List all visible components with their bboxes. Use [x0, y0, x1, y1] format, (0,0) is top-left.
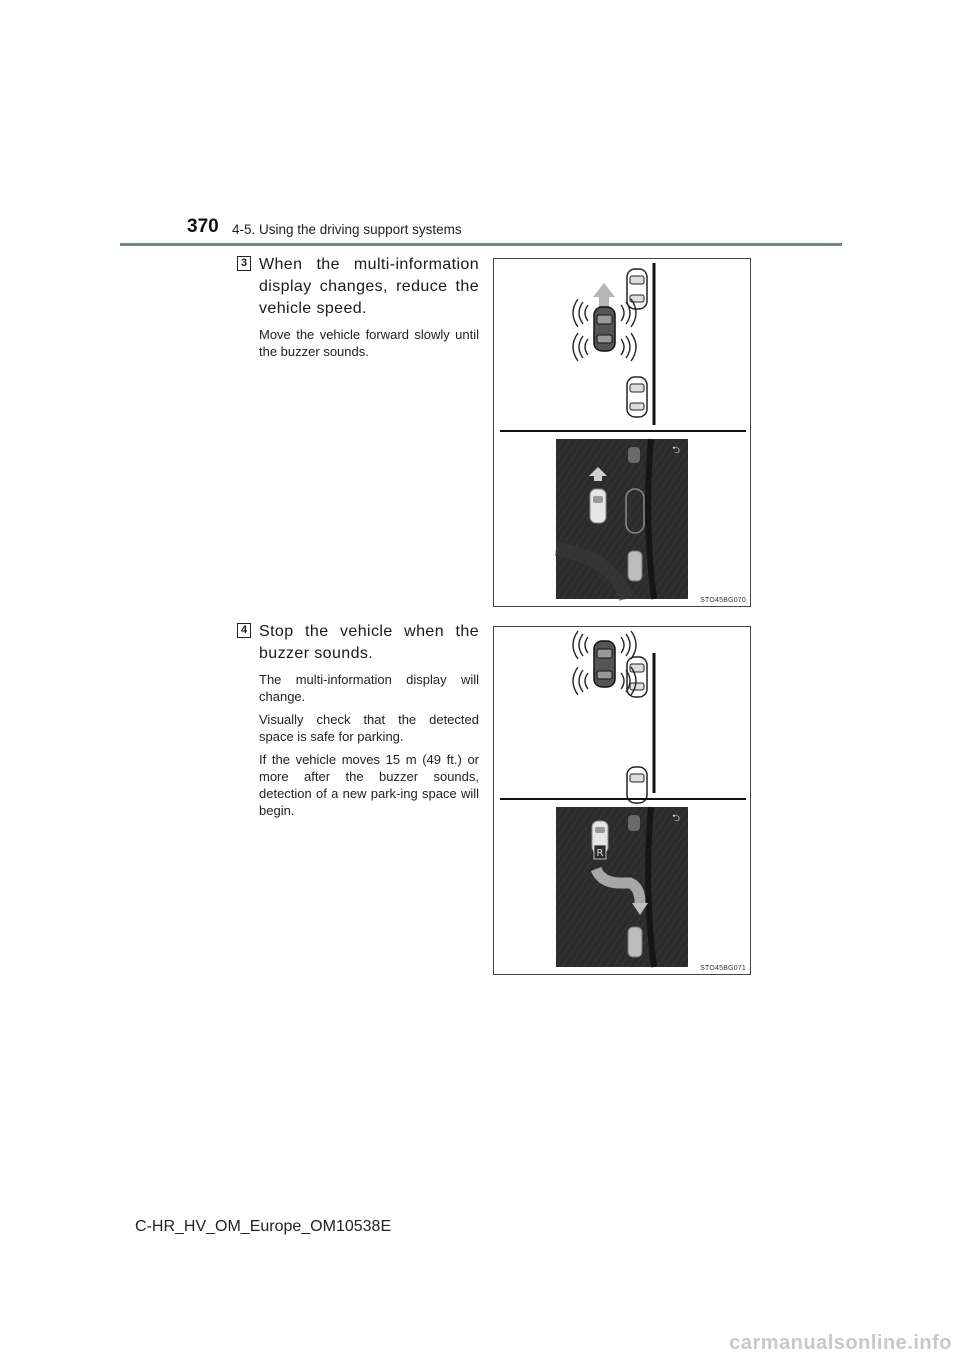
section-title: 4-5. Using the driving support systems — [232, 222, 462, 237]
forward-arrow-icon — [593, 283, 615, 307]
gear-label: R — [596, 848, 604, 859]
multi-information-display — [556, 439, 688, 599]
parked-car-icon — [627, 377, 647, 417]
step-4-paragraph: The multi-information display will change. — [259, 672, 479, 704]
step-3-body — [259, 326, 479, 366]
step-4-figure — [493, 626, 751, 975]
step-3-heading: When the multi-information display changes, reduce the vehicle speed. — [259, 256, 479, 317]
page-number: 370 — [187, 216, 219, 237]
own-vehicle-icon — [594, 307, 615, 351]
document-id: C-HR_HV_OM_Europe_OM10538E — [135, 1218, 392, 1235]
step-4-paragraph: If the vehicle moves 15 m (49 ft.) or more after the buzzer sounds, detection of a new park-ing space will begin. — [259, 752, 479, 818]
figure-code: STO45BG070 — [700, 597, 746, 604]
step-badge-4: 4 — [237, 623, 251, 638]
figure-code: STO45BG071 — [700, 965, 746, 972]
step-3-paragraph: Move the vehicle forward slowly until the buzzer sounds. — [259, 327, 479, 359]
step-4-body — [259, 671, 479, 825]
step-4-illustration — [494, 627, 750, 974]
header-rule — [120, 243, 842, 246]
display-parked-car-icon — [628, 927, 642, 957]
watermark[interactable]: carmanualsonline.info — [729, 1332, 952, 1354]
step-3-figure — [493, 258, 751, 607]
parked-car-icon — [627, 269, 647, 309]
step-4-heading: Stop the vehicle when the buzzer sounds. — [259, 623, 479, 662]
step-badge-3: 3 — [237, 256, 251, 271]
multi-information-display — [556, 807, 688, 967]
parked-car-icon — [627, 767, 647, 803]
back-icon: ⮌ — [672, 445, 681, 456]
back-icon: ⮌ — [672, 813, 681, 824]
own-vehicle-icon — [594, 641, 615, 687]
step-4-paragraph: Visually check that the detected space is safe for parking. — [259, 712, 479, 744]
display-own-vehicle-icon — [590, 489, 606, 523]
step-3-illustration — [494, 259, 750, 606]
display-parked-car-icon — [628, 551, 642, 581]
